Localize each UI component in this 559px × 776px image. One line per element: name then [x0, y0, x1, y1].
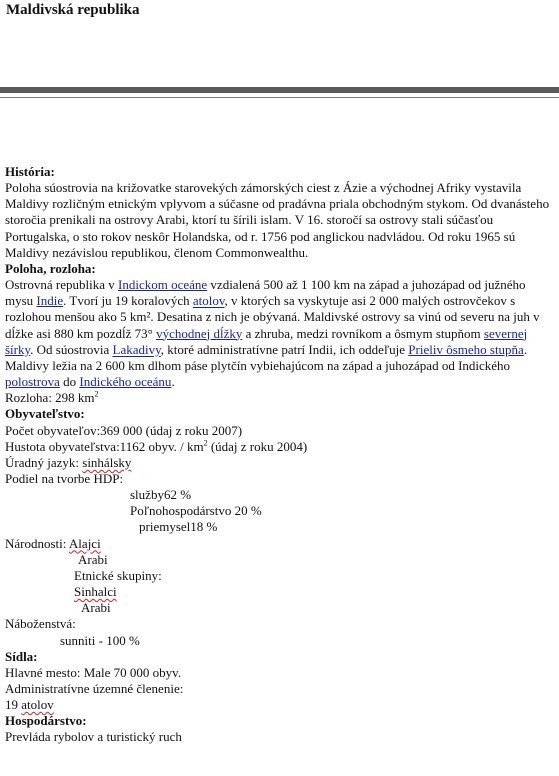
text-run: . Od súostrovia — [30, 341, 113, 357]
location-paragraph-2 — [5, 358, 555, 390]
link-east-longitude[interactable]: východnej dĺžky — [156, 325, 243, 341]
ethnic-group-name: Sinhalci — [74, 584, 117, 600]
text-run: Maldivy ležia na 2 600 km dlhom páse plytčín vybiehajúcom na západ a juhozápad od Indického — [5, 357, 511, 373]
religion-label: Náboženstvá: — [5, 616, 76, 632]
religion-item: sunniti - 100 % — [60, 632, 140, 648]
ethnic-group-item — [5, 584, 555, 600]
official-language — [5, 455, 555, 471]
text-run: . — [171, 374, 175, 390]
area-superscript: 2 — [94, 389, 99, 399]
admin-division-label: Administratívne územné členenie: — [5, 681, 184, 696]
link-north-latitude[interactable]: severnej šírky — [5, 325, 528, 357]
link-laccadives[interactable]: Lakadivy — [112, 341, 161, 357]
density-label: Hustota obyvateľstva:1162 obyv. / km — [5, 438, 204, 454]
capital-city: Hlavné mesto: Male 70 000 obyv. — [5, 664, 182, 680]
link-india[interactable]: Indie — [36, 293, 64, 309]
link-indian-ocean-2[interactable]: Indického oceánu — [79, 374, 172, 390]
population-heading: Obyvateľstvo: — [5, 406, 85, 422]
nationalities — [5, 536, 555, 552]
area-label: Rozloha: 298 km — [5, 390, 95, 406]
header-rule-thick — [0, 87, 559, 93]
text-run: vzdialená 500 až 1 100 km na západ a juhozápad od južného mysu — [5, 277, 526, 309]
gdp-industry: priemysel18 % — [139, 519, 218, 535]
link-eight-degree-channel[interactable]: Prieliv ôsmeho stupňa — [408, 341, 524, 357]
nationalities-label: Národnosti: — [5, 535, 69, 551]
density-year: (údaj z roku 2004) — [207, 438, 308, 454]
history-text: Poloha súostrovia na križovatke starovekých zámorských ciest z Ázie a východnej Afriky vystavila Maldivy rozličným etnickým vplyvom a súčasne od pradávna priala obchodným stykom. Od dvanásteho storočia prenikali na ostrovy Arabi, ktorí tu šírili islam. V 16. storočí sa ostrovy stali súčasťou Portugalska, o sto rokov neskôr Holandska, od r. 1756 pod anglickou nadvládou. Od roku 1965 sú Maldivy nezávislou republikou, členom Commonwealthu. — [5, 180, 550, 260]
link-indian-ocean[interactable]: Indickom oceáne — [118, 277, 208, 293]
area-line — [5, 390, 555, 406]
text-run: Ostrovná republika v — [5, 277, 119, 293]
ethnic-group-item: Arabi — [81, 600, 111, 616]
admin-unit: atolov — [21, 697, 54, 713]
economy-heading: Hospodárstvo: — [5, 713, 87, 729]
text-run: , ktoré administratívne patrí Indii, ich oddeľuje — [160, 341, 409, 357]
gdp-label: Podiel na tvorbe HDP: — [5, 470, 124, 486]
economy-text: Prevláda rybolov a turistický ruch — [5, 729, 182, 745]
link-peninsula[interactable]: polostrova — [5, 374, 60, 390]
link-atolls[interactable]: atolov — [192, 293, 225, 309]
population-count: Počet obyvateľov:369 000 (údaj z roku 2007) — [5, 422, 243, 438]
text-run: , v ktorých sa vyskytuje asi 2 000 malých ostrovčekov s rozlohou menšou ako 5 km². Desatina z nich je obývaná. Maldivské ostrovy sa vinú od severu na juh v dĺžke asi 880 km pozdĺž 73° — [5, 293, 540, 341]
gdp-agriculture: Poľnohospodárstvo 20 % — [130, 503, 262, 519]
gdp-services: služby62 % — [130, 487, 192, 503]
history-heading: História: — [5, 164, 55, 179]
location-heading: Poloha, rozloha: — [5, 260, 96, 276]
text-run: do — [59, 374, 80, 390]
population-density — [5, 439, 555, 455]
document-body — [5, 164, 555, 746]
language-value: sinhálsky — [82, 454, 132, 470]
language-label: Úradný jazyk: — [5, 454, 83, 470]
location-paragraph — [5, 277, 555, 358]
ethnic-groups-label: Etnické skupiny: — [74, 567, 162, 583]
text-run: . Tvorí ju 19 koralových — [63, 293, 193, 309]
nationality-item: Arabi — [78, 551, 108, 567]
text-run: . — [523, 341, 528, 357]
density-superscript: 2 — [203, 438, 208, 448]
admin-division-value — [5, 697, 555, 713]
text-run: a zhruba, medzi rovníkom a ôsmym stupňom — [242, 325, 484, 341]
nationality-item: Alajci — [68, 535, 101, 551]
header-rule-thin — [0, 97, 559, 98]
admin-count: 19 — [5, 697, 22, 713]
page-title: Maldivská republika — [6, 2, 140, 18]
settlements-heading: Sídla: — [5, 648, 38, 664]
